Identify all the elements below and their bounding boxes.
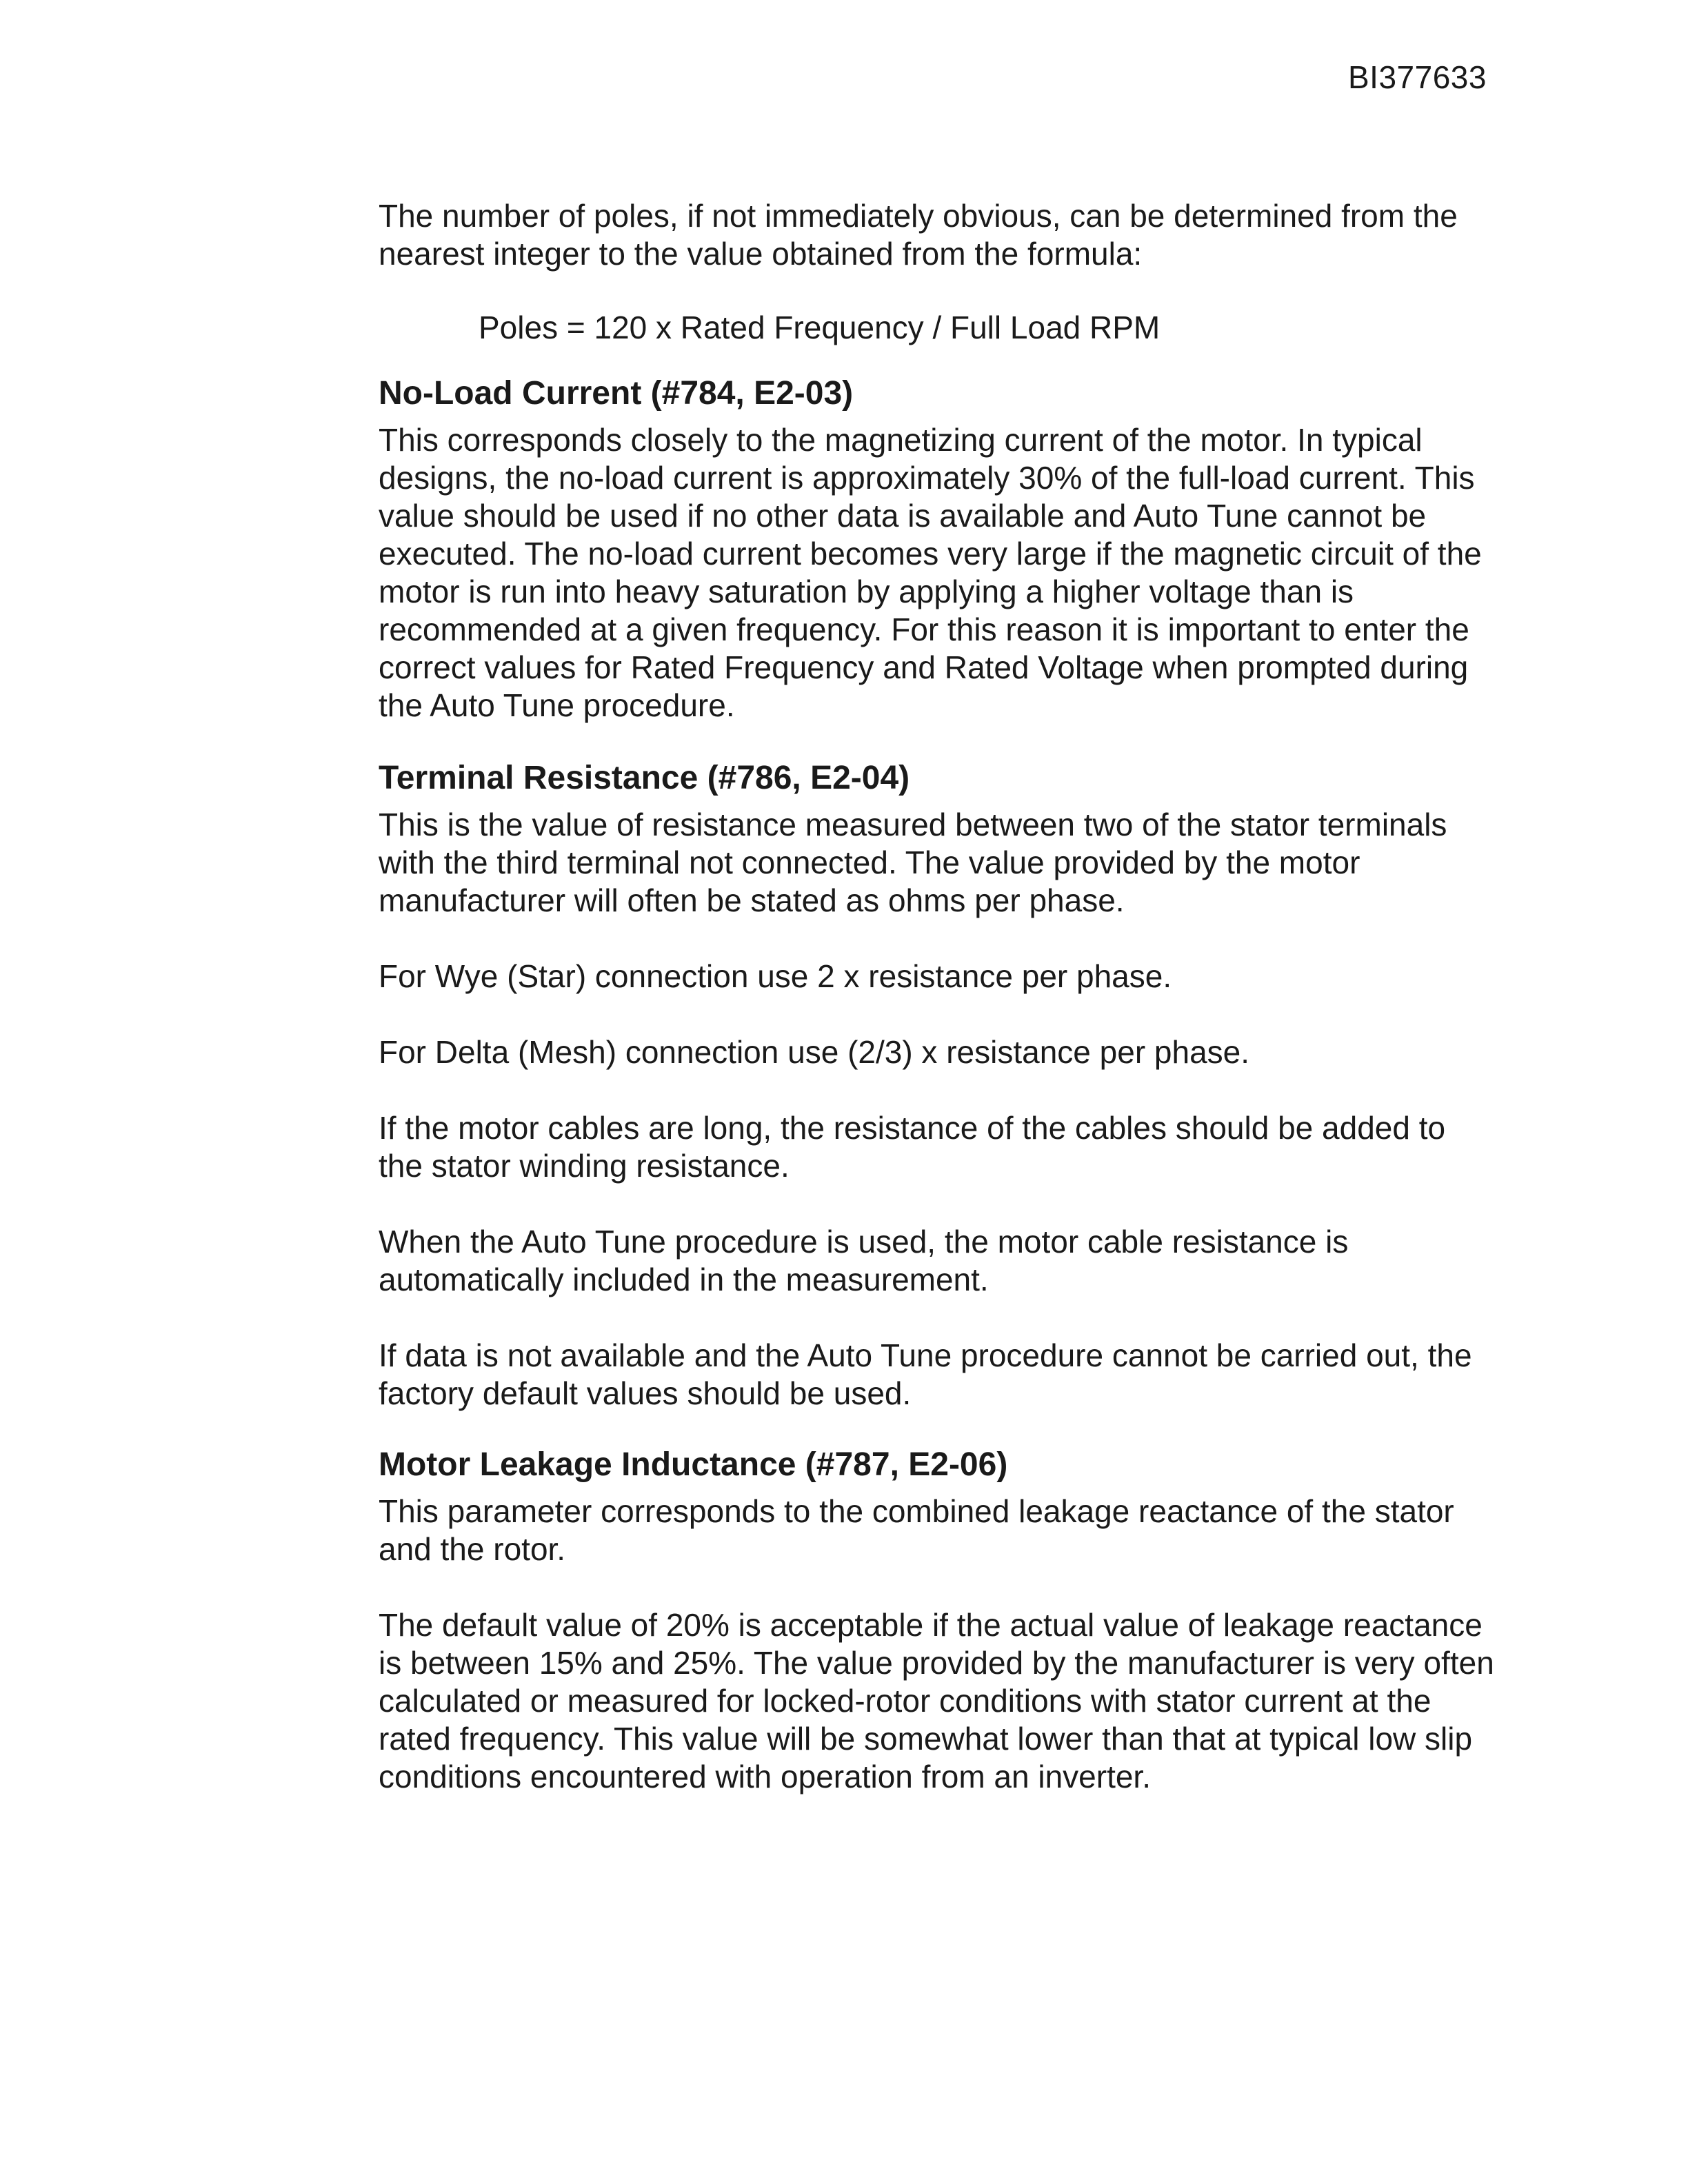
- section-paragraph: This is the value of resistance measured between two of the stator terminals with the third terminal not connected. The value provided by the motor manufacturer will often be stated as ohms per phase.: [379, 807, 1447, 918]
- section-no-load-current: [379, 374, 1496, 725]
- intro-paragraph: The number of poles, if not immediately obvious, can be determined from the nearest integer to the value obtained from the formula:: [379, 198, 1458, 272]
- section-paragraph: If data is not available and the Auto Tune procedure cannot be carried out, the factory default values should be used.: [379, 1337, 1472, 1411]
- section-paragraph: If the motor cables are long, the resistance of the cables should be added to the stator winding resistance.: [379, 1110, 1446, 1184]
- section-paragraph: For Delta (Mesh) connection use (2/3) x resistance per phase.: [379, 1034, 1250, 1070]
- section-heading: Motor Leakage Inductance (#787, E2-06): [379, 1446, 1008, 1483]
- section-heading: Terminal Resistance (#786, E2-04): [379, 760, 910, 796]
- section-paragraph: This parameter corresponds to the combined leakage reactance of the stator and the rotor.: [379, 1493, 1454, 1567]
- section-paragraph: The default value of 20% is acceptable if the actual value of leakage reactance is between 15% and 25%. The value provided by the manufacturer is very often calculated or measured for locked-rotor conditions with stator current at the rated frequency. This value will be somewhat lower than that at typical low slip conditions encountered with operation from an inverter.: [379, 1607, 1494, 1794]
- document-body: [379, 197, 1496, 1834]
- section-heading: No-Load Current (#784, E2-03): [379, 375, 854, 412]
- section-paragraph: When the Auto Tune procedure is used, the motor cable resistance is automatically included in the measurement.: [379, 1224, 1349, 1297]
- document-id: BI377633: [1348, 59, 1487, 95]
- section-terminal-resistance: [379, 759, 1496, 1413]
- section-paragraph: This corresponds closely to the magnetizing current of the motor. In typical designs, the no-load current is approximately 30% of the full-load current. This value should be used if no other data is available and Auto Tune cannot be executed. The no-load current becomes very large if the magnetic circuit of the motor is run into heavy saturation by applying a higher voltage than is recommended at a given frequency. For this reason it is important to enter the correct values for Rated Frequency and Rated Voltage when prompted during the Auto Tune procedure.: [379, 422, 1482, 723]
- section-motor-leakage-inductance: [379, 1446, 1496, 1796]
- section-paragraph: For Wye (Star) connection use 2 x resistance per phase.: [379, 958, 1172, 994]
- poles-formula: Poles = 120 x Rated Frequency / Full Load RPM: [479, 310, 1160, 345]
